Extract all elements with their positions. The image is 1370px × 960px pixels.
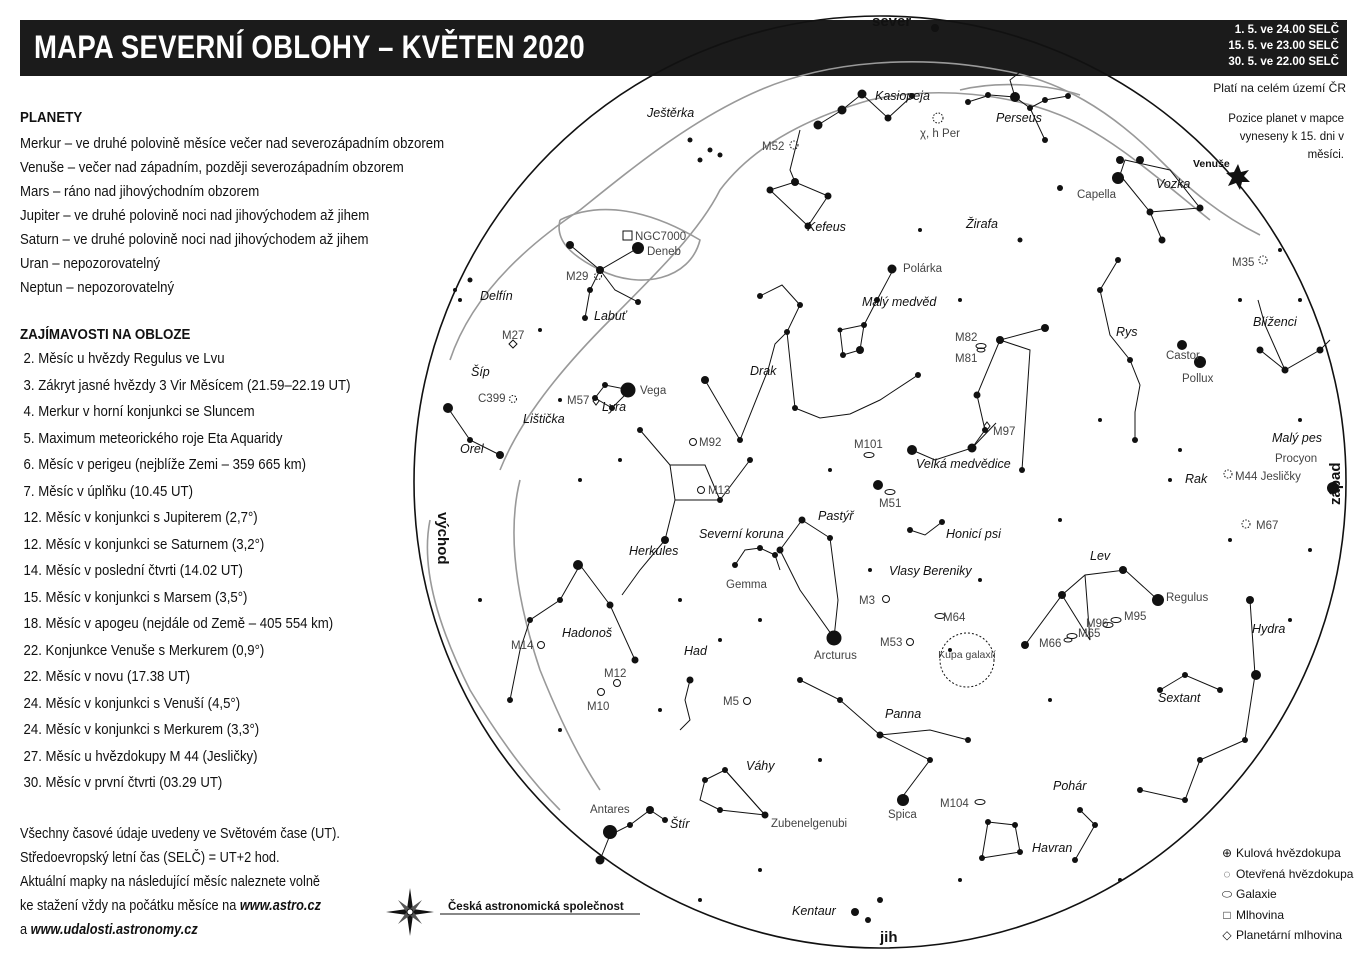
event-item: 24. Měsíc v konjunkci s Venuší (4,5°)	[23, 694, 241, 712]
legend-label: Mlhovina	[1236, 907, 1285, 922]
star-label: Zubenelgenubi	[771, 818, 848, 830]
object-label: M10	[587, 701, 610, 713]
planetary-nebula-icon: ◇	[1222, 928, 1232, 942]
event-item: 12. Měsíc v konjunkci s Jupiterem (2,7°)	[23, 509, 258, 526]
constellation-label: Váhy	[746, 759, 775, 773]
star-label: Gemma	[726, 579, 767, 591]
event-item: 6. Měsíc v perigeu (nejblíže Zemi – 359 665 km)	[23, 456, 306, 473]
constellation-label: Panna	[885, 707, 922, 721]
constellation-label: Perseus	[996, 111, 1042, 125]
object-label: M12	[604, 668, 627, 680]
object-label: M101	[854, 439, 883, 451]
object-label: M81	[955, 353, 978, 365]
star-label: Antares	[590, 804, 630, 816]
star-label: Venuše	[1193, 158, 1230, 170]
star-label: Pollux	[1182, 373, 1214, 385]
time-line-2: 15. 5. ve 23.00 SELČ	[1228, 40, 1339, 52]
object-label: M92	[699, 437, 722, 449]
planet-item: Uran – nepozorovatelný	[20, 255, 161, 272]
object-label: M66	[1039, 638, 1062, 650]
object-label: M97	[993, 426, 1016, 438]
star-label: Deneb	[647, 246, 681, 258]
legend	[1218, 843, 1353, 946]
constellation-label: Drak	[750, 364, 777, 378]
note-line: Středoevropský letní čas (SELČ) = UT+2 hod.	[20, 850, 280, 866]
constellation-label: Vlasy Bereniky	[889, 564, 972, 578]
legend-row	[1218, 864, 1353, 885]
object-label: C399	[478, 393, 506, 405]
object-label: M35	[1232, 257, 1255, 269]
event-item: 24. Měsíc v konjunkci s Merkurem (3,3°)	[23, 721, 260, 738]
legend-label: Otevřená hvězdokupa	[1236, 866, 1354, 881]
direction-west: západ	[1327, 462, 1344, 505]
constellation-label: Honicí psi	[946, 527, 1001, 541]
event-item: 12. Měsíc v konjunkci se Saturnem (3,2°)	[23, 535, 265, 553]
planet-item: Neptun – nepozorovatelný	[20, 279, 175, 296]
object-label: M96	[1086, 618, 1109, 630]
constellation-lines	[448, 72, 1330, 860]
constellation-label: Rys	[1116, 325, 1138, 339]
object-label: M57	[567, 395, 590, 407]
constellation-label: Lev	[1090, 549, 1111, 563]
constellation-label: Hadonoš	[562, 626, 613, 640]
planet-item: Merkur – ve druhé polovině měsíce večer nad severozápadním obzorem	[20, 135, 445, 152]
object-label: NGC7000	[635, 231, 687, 243]
legend-label: Kulová hvězdokupa	[1236, 846, 1341, 860]
nebula-icon: □	[1223, 907, 1231, 922]
constellation-label: Vozka	[1156, 177, 1191, 191]
time-line-1: 1. 5. ve 24.00 SELČ	[1234, 24, 1339, 36]
direction-south: jih	[880, 929, 898, 946]
object-label: M95	[1124, 611, 1147, 623]
object-label: M52	[762, 141, 785, 153]
constellation-label: Kasiopeja	[875, 89, 930, 103]
note-line: Všechny časové údaje uvedeny ve Světovém čase (UT).	[20, 826, 340, 842]
constellation-label: Velká medvědice	[916, 457, 1011, 471]
event-item: 3. Zákryt jasné hvězdy 3 Vir Měsícem (21.59–22.19 UT)	[23, 376, 351, 394]
udalosti-link[interactable]: www.udalosti.astronomy.cz	[30, 922, 198, 938]
note-text: ke stažení vždy na počátku měsíce na	[20, 898, 240, 914]
legend-row	[1218, 925, 1353, 946]
compass-rose-icon	[386, 888, 434, 936]
event-item: 22. Konjunkce Venuše s Merkurem (0,9°)	[23, 641, 265, 659]
legend-label: Planetární mlhovina	[1236, 928, 1343, 942]
constellation-label: Hydra	[1252, 622, 1286, 636]
event-item: 18. Měsíc v apogeu (nejdále od Země – 405 554 km)	[23, 615, 334, 632]
planet-item: Mars – ráno nad jihovýchodním obzorem	[20, 183, 260, 200]
event-item: 4. Merkur v horní konjunkci se Sluncem	[23, 403, 255, 420]
constellation-label: Herkules	[629, 544, 679, 558]
object-label: M104	[940, 798, 969, 810]
validity-note: Platí na celém území ČR	[1213, 81, 1346, 95]
object-label: M3	[859, 595, 875, 607]
constellation-label: Kefeus	[807, 220, 846, 234]
event-item: 5. Maximum meteorického roje Eta Aquaridy	[23, 429, 283, 447]
globular-cluster-icon: ⊕	[1221, 846, 1233, 860]
constellation-label: Delfín	[480, 289, 513, 303]
open-cluster-icon: ◌	[1223, 866, 1231, 881]
constellation-label: Labuť	[594, 309, 627, 323]
constellation-label: Pohár	[1053, 779, 1087, 793]
event-item: 22. Měsíc v novu (17.38 UT)	[23, 668, 191, 685]
star-label: Spica	[888, 809, 917, 821]
object-label: M29	[566, 271, 589, 283]
object-label: M5	[723, 696, 739, 708]
astro-link[interactable]: www.astro.cz	[239, 898, 321, 914]
legend-row	[1218, 843, 1353, 864]
legend-row	[1218, 884, 1353, 905]
star-label: Procyon	[1275, 453, 1318, 465]
event-item: 15. Měsíc v konjunkci s Marsem (3,5°)	[23, 588, 248, 606]
object-label: M44 Jesličky	[1235, 471, 1301, 483]
event-item: 27. Měsíc u hvězdokupy M 44 (Jesličky)	[23, 747, 258, 765]
cas-credit: Česká astronomická společnost	[448, 901, 624, 913]
constellation-label: Malý pes	[1272, 431, 1323, 445]
star-label: Castor	[1166, 350, 1200, 362]
planet-item: Saturn – ve druhé polovině noci nad jihovýchodem až jihem	[20, 231, 369, 248]
planet-positions-note: Pozice planet v mapce vyneseny k 15. dni v měsíci.	[1228, 113, 1344, 161]
star-label: Arcturus	[814, 650, 857, 662]
constellation-label: Severní koruna	[699, 527, 784, 541]
object-label: M65	[1078, 628, 1101, 640]
object-label: M53	[880, 637, 903, 649]
constellation-label: Ještěrka	[647, 106, 695, 120]
event-item: 7. Měsíc v úplňku (10.45 UT)	[23, 482, 193, 500]
object-label: M27	[502, 330, 525, 342]
planet-item: Jupiter – ve druhé polovině noci nad jihovýchodem až jihem	[20, 207, 370, 224]
constellation-label: Žirafa	[966, 217, 998, 231]
constellation-label: Havran	[1032, 841, 1073, 855]
note-line: Aktuální mapky na následující měsíc naleznete volně	[20, 874, 321, 890]
map-title: MAPA SEVERNÍ OBLOHY – KVĚTEN 2020	[34, 29, 585, 65]
object-label: M67	[1256, 520, 1279, 532]
constellation-label: Pastýř	[818, 509, 854, 523]
object-label: M82	[955, 332, 978, 344]
constellation-label: Sextant	[1158, 691, 1201, 705]
star-label: Capella	[1077, 189, 1116, 201]
event-item: 30. Měsíc v první čtvrti (03.29 UT)	[23, 774, 223, 791]
event-item: 14. Měsíc v poslední čtvrti (14.02 UT)	[23, 562, 243, 579]
constellation-label: Lištička	[523, 412, 565, 426]
constellation-label: Šíp	[471, 365, 490, 379]
direction-east: východ	[434, 512, 451, 565]
object-label: χ, h Per	[920, 128, 960, 140]
event-item: 2. Měsíc u hvězdy Regulus ve Lvu	[23, 350, 225, 367]
constellation-label: Lyra	[602, 400, 627, 414]
legend-label: Galaxie	[1236, 887, 1277, 901]
constellation-label: Rak	[1185, 472, 1208, 486]
galaxy-icon: ⬭	[1221, 887, 1233, 901]
constellation-label: Štír	[670, 817, 690, 831]
planet-item: Venuše – večer nad západním, později severozápadním obzorem	[20, 159, 404, 176]
direction-north: sever	[872, 13, 912, 30]
events-heading: ZAJÍMAVOSTI NA OBLOZE	[20, 327, 191, 343]
deep-sky-markers	[509, 113, 1267, 805]
legend-row	[1218, 905, 1353, 926]
constellation-label: Blíženci	[1253, 315, 1297, 329]
star-labels	[590, 158, 1317, 830]
object-label: M51	[879, 498, 902, 510]
constellation-label: Orel	[460, 442, 484, 456]
constellation-label: Had	[684, 644, 707, 658]
planets-heading: PLANETY	[20, 110, 83, 126]
object-label: M14	[511, 640, 534, 652]
note-text: a	[20, 922, 31, 938]
star-label: Vega	[640, 385, 667, 397]
constellation-label: Malý medvěd	[862, 295, 937, 309]
object-label: M64	[943, 612, 966, 624]
object-label: Kupa galaxií	[938, 649, 996, 661]
star-label: Regulus	[1166, 592, 1209, 604]
constellation-label: Kentaur	[792, 904, 836, 918]
constellation-label: Polárka	[903, 263, 942, 275]
object-label: M13	[708, 485, 731, 497]
time-line-3: 30. 5. ve 22.00 SELČ	[1228, 56, 1339, 68]
